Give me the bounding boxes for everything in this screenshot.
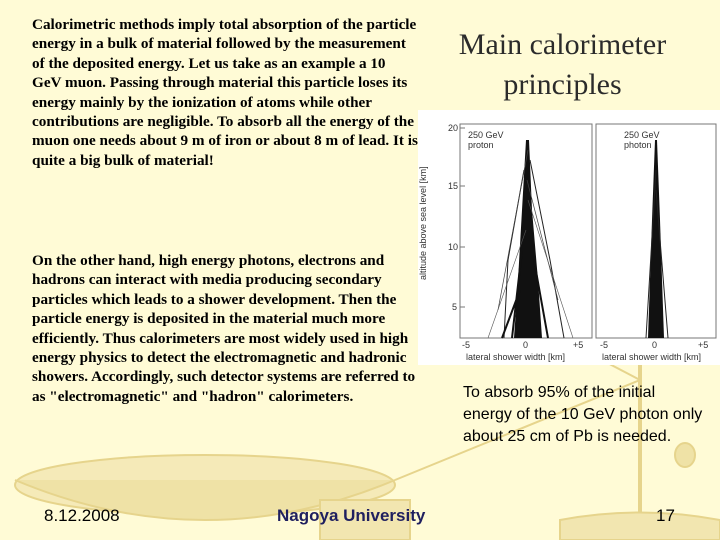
- footer-organization: Nagoya University: [277, 506, 426, 525]
- left-x-tick-label: -5: [462, 340, 471, 350]
- air-shower-plots: [418, 110, 720, 365]
- right-x-tick-label: +5: [698, 340, 709, 350]
- right-x-axis-label: lateral shower width [km]: [602, 352, 702, 362]
- paragraph-shower-development: On the other hand, high energy photons, electrons and hadrons can interact with media producing secondary particles which leads to a shower development. Then the particle energy is deposited in the material much more efficiently. Thus calorimeters are most widely used in high energy physics to detect the electromagnetic and hadronic showers. Accordingly, such detector systems are referred to as "electromagnetic" and "hadron" calorimeters.: [32, 252, 416, 405]
- y-tick-label: 5: [452, 302, 458, 312]
- right-panel-particle-label: photon: [624, 140, 652, 150]
- photon-shower-image: [646, 140, 668, 338]
- figure-caption: To absorb 95% of the initial energy of the 10 GeV photon only about 25 cm of Pb is needed.: [463, 384, 703, 445]
- slide-title: [425, 25, 700, 105]
- paragraph-muon-absorption: Calorimetric methods imply total absorption of the particle energy in a bulk of material followed by the measurement of the deposited energy. Let us take as an example a 10 GeV muon. Passing through material this particle loses its energy mainly by the ionization of atoms while other contributions are negligible. To absorb all the energy of the muon one needs about 9 m of iron or about 8 m of lead. It is quite a big bulk of material!: [32, 16, 418, 169]
- left-panel-energy-label: 250 GeV: [468, 130, 504, 140]
- slide-number: 17: [656, 506, 675, 525]
- right-x-tick-label: 0: [652, 340, 658, 350]
- left-x-tick-label: 0: [523, 340, 529, 350]
- air-shower-figure: [418, 110, 720, 365]
- left-x-axis-label: lateral shower width [km]: [466, 352, 566, 362]
- slide-title-line2: principles: [503, 68, 622, 101]
- slide-title-line1: Main calorimeter: [458, 28, 667, 61]
- right-panel-energy-label: 250 GeV: [624, 130, 660, 140]
- proton-shower-image: [488, 140, 573, 338]
- left-x-tick-label: +5: [573, 340, 584, 350]
- y-axis-label: altitude above sea level [km]: [418, 166, 428, 280]
- footer-date: 8.12.2008: [44, 506, 120, 525]
- right-x-tick-label: -5: [600, 340, 609, 350]
- y-tick-label: 20: [448, 123, 459, 133]
- left-panel-particle-label: proton: [468, 140, 494, 150]
- y-tick-label: 10: [448, 242, 459, 252]
- y-tick-label: 15: [448, 181, 459, 191]
